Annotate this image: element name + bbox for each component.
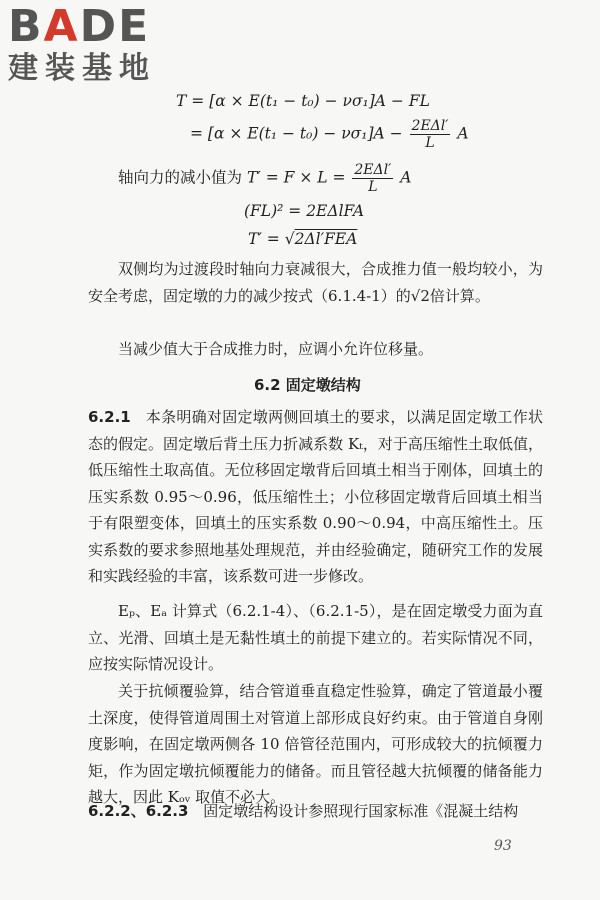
clause-text: 固定墩结构设计参照现行国家标准《混凝土结构 (203, 802, 519, 820)
equation-1: T = [α × E(t₁ − t₀) − νσ₁]A − FL (176, 92, 430, 110)
clause-6-2-1 (88, 404, 543, 590)
page-number: 93 (494, 838, 512, 854)
equation-4: (FL)² = 2EΔlFA (244, 202, 365, 220)
logo-brand-cn: 建装基地 (8, 51, 156, 86)
logo-brand-en: BADE (8, 1, 151, 52)
paragraph-transition: 双侧均为过渡段时轴向力衰减很大，合成推力值一般均较小，为安全考虑，固定墩的力的减少按式（6.1.4-1）的√2倍计算。 (88, 260, 543, 305)
clause-label: 6.2.2、6.2.3 (88, 802, 189, 820)
paragraph-ep-ea: Eₚ、Eₐ 计算式（6.2.1-4）、（6.2.1-5），是在固定墩受力面为直立、光滑、回填土是无黏性填土的前提下建立的。若实际情况不同，应按实际情况设计。 (88, 602, 543, 673)
logo (8, 1, 178, 86)
equation-3: 轴向力的减小值为 T′ = F × L = $\frac{\text{2EΔl′}}{L}$ A (118, 162, 412, 195)
equation-2: = [α × E(t₁ − t₀) − νσ₁]A − $\frac{\text{2EΔl′}}{L}$ A (190, 118, 469, 151)
clause-label: 6.2.1 (88, 408, 131, 426)
equation-5: T′ = √2Δl′FEA (248, 230, 358, 248)
clause-text: 本条明确对固定墩两侧回填土的要求，以满足固定墩工作状态的假定。固定墩后背土压力折减系数 Kₜ，对于高压缩性土取低值，低压缩性土取高值。无位移固定墩背后回填土相当于刚体，回填土的压实系数 0.95～0.96，低压缩性土；小位移固定墩背后回填土相当于有限塑变体，回填土的压实系数 0.90～0.94，中高压缩性土。压实系数的要求参照地基处理规范，并由经验确定，随研究工作的发展和实践经验的丰富，该系数可进一步修改。 (88, 408, 543, 585)
section-title: 6.2 固定墩结构 (254, 376, 361, 394)
paragraph-overturning: 关于抗倾覆验算，结合管道垂直稳定性验算，确定了管道最小覆土深度，使得管道周围土对管道上部形成良好约束。由于管道自身刚度影响，在固定墩两侧各 10 倍管径范围内，可形成较大的抗倾覆力矩，作为固定墩抗倾覆能力的储备。而且管径越大抗倾覆的储备能力越大，因此 Kₒᵥ 取值不必大。 (88, 682, 543, 806)
clause-6-2-2 (88, 798, 543, 825)
paragraph-reduction: 当减少值大于合成推力时，应调小允许位移量。 (118, 340, 434, 358)
